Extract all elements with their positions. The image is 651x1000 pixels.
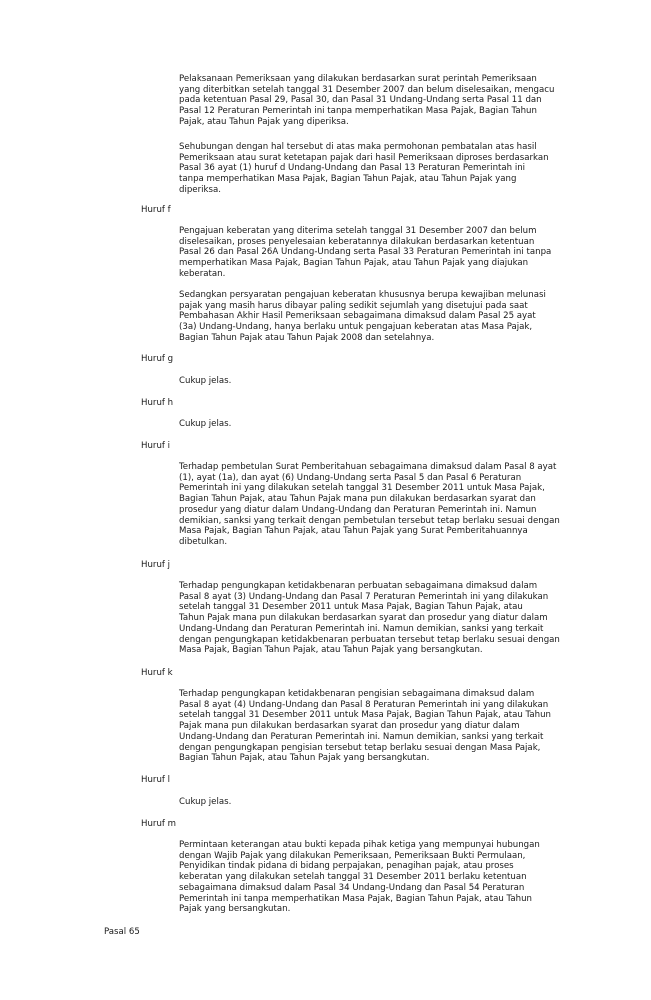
huruf-g-text: Cukup jelas. [179, 376, 232, 386]
heading-huruf-m: Huruf m [141, 819, 177, 829]
text-line: Penyidikan tindak pidana di bidang perpajakan, penagihan pajak, atau proses [179, 861, 514, 872]
text-line: Pemeriksaan atau surat ketetapan pajak dari hasil Pemeriksaan diproses berdasarkan [179, 152, 549, 163]
text-line: diselesaikan, proses penyelesaian keberatannya dilakukan berdasarkan ketentuan [179, 236, 535, 247]
huruf-m-paragraph [179, 840, 577, 915]
text-line: Pasal 12 Peraturan Pemerintah ini tanpa memperhatikan Masa Pajak, Bagian Tahun [179, 106, 537, 117]
text-line: (3a) Undang-Undang, hanya berlaku untuk pengajuan keberatan atas Masa Pajak, [179, 322, 533, 333]
heading-huruf-g: Huruf g [141, 354, 174, 364]
text-line: Pasal 8 ayat (4) Undang-Undang dan Pasal 8 Peraturan Pemerintah ini yang dilakukan [179, 699, 549, 710]
heading-huruf-k: Huruf k [141, 668, 173, 678]
huruf-f-paragraph-1 [179, 226, 577, 280]
heading-huruf-l: Huruf l [141, 775, 171, 785]
huruf-k-paragraph [179, 689, 577, 764]
text-line: keberatan yang dilakukan setelah tanggal 31 Desember 2011 berlaku ketentuan [179, 872, 527, 883]
text-line: Bagian Tahun Pajak, atau Tahun Pajak yang bersangkutan. [179, 753, 430, 764]
text-line: Tahun Pajak mana pun dilakukan berdasarkan syarat dan prosedur yang diatur dalam [179, 613, 548, 624]
huruf-h-text: Cukup jelas. [179, 419, 232, 429]
text-line: demikian, sanksi yang terkait dengan pembetulan tersebut tetap berlaku sesuai dengan [179, 515, 560, 526]
text-line: Pajak, atau Tahun Pajak yang diperiksa. [179, 116, 349, 127]
text-line: Sedangkan persyaratan pengajuan keberatan khususnya berupa kewajiban melunasi [179, 290, 546, 300]
intro-paragraph-1 [179, 74, 577, 128]
heading-huruf-i: Huruf i [141, 441, 171, 451]
text-line: yang diterbitkan setelah tanggal 31 Desember 2007 dan belum diselesaikan, mengacu [179, 84, 555, 95]
text-line: Permintaan keterangan atau bukti kepada pihak ketiga yang mempunyai hubungan [179, 840, 540, 850]
text-line: Bagian Tahun Pajak, atau Tahun Pajak mana pun dilakukan berdasarkan syarat dan [179, 494, 536, 505]
text-line: Pelaksanaan Pemeriksaan yang dilakukan berdasarkan surat perintah Pemeriksaan [179, 74, 537, 84]
text-line: (1), ayat (1a), dan ayat (6) Undang-Undang serta Pasal 5 dan Pasal 6 Peraturan [179, 472, 522, 483]
text-line: Masa Pajak, Bagian Tahun Pajak, atau Tahun Pajak yang bersangkutan. [179, 645, 483, 656]
text-line: Sehubungan dengan hal tersebut di atas maka permohonan pembatalan atas hasil [179, 142, 537, 152]
text-line: dengan Wajib Pajak yang dilakukan Pemeriksaan, Pemeriksaan Bukti Permulaan, [179, 850, 526, 861]
huruf-l-text: Cukup jelas. [179, 797, 232, 807]
text-line: Terhadap pengungkapan ketidakbenaran pengisian sebagaimana dimaksud dalam [179, 689, 535, 699]
text-line: memperhatikan Masa Pajak, Bagian Tahun Pajak, atau Tahun Pajak yang diajukan [179, 258, 529, 269]
text-line: pada ketentuan Pasal 29, Pasal 30, dan Pasal 31 Undang-Undang serta Pasal 11 dan [179, 95, 542, 106]
heading-huruf-f: Huruf f [141, 205, 171, 215]
footer-section-label: Pasal 65 [104, 927, 140, 937]
text-line: Pemerintah ini tanpa memperhatikan Masa Pajak, Bagian Tahun Pajak, atau Tahun [179, 893, 532, 904]
text-line: Undang-Undang dan Peraturan Pemerintah ini. Namun demikian, sanksi yang terkait [179, 623, 544, 634]
text-line: Terhadap pembetulan Surat Pemberitahuan sebagaimana dimaksud dalam Pasal 8 ayat [179, 462, 557, 472]
intro-paragraph-2 [179, 142, 577, 196]
huruf-i-paragraph [179, 462, 577, 548]
text-line: diperiksa. [179, 184, 221, 195]
text-line: setelah tanggal 31 Desember 2011 untuk Masa Pajak, Bagian Tahun Pajak, atau Tahun [179, 710, 551, 721]
text-line: Pajak yang bersangkutan. [179, 904, 291, 915]
huruf-j-paragraph [179, 581, 577, 656]
text-line: Pasal 36 ayat (1) huruf d Undang-Undang dan Pasal 13 Peraturan Pemerintah ini [179, 163, 526, 174]
text-line: Pajak mana pun dilakukan berdasarkan syarat dan prosedur yang diatur dalam [179, 721, 520, 732]
heading-huruf-h: Huruf h [141, 398, 174, 408]
text-line: Pembahasan Akhir Hasil Pemeriksaan sebagaimana dimaksud dalam Pasal 25 ayat [179, 311, 536, 322]
text-line: Undang-Undang dan Peraturan Pemerintah ini. Namun demikian, sanksi yang terkait [179, 731, 544, 742]
text-line: Pemerintah ini yang dilakukan setelah tanggal 31 Desember 2011 untuk Masa Pajak, [179, 483, 545, 494]
huruf-f-paragraph-2 [179, 290, 577, 344]
text-line: prosedur yang diatur dalam Undang-Undang dan Peraturan Pemerintah ini. Namun [179, 504, 537, 515]
text-line: tanpa memperhatikan Masa Pajak, Bagian Tahun Pajak, atau Tahun Pajak yang [179, 174, 517, 185]
text-line: Bagian Tahun Pajak atau Tahun Pajak 2008 dan setelahnya. [179, 332, 435, 343]
text-line: Pengajuan keberatan yang diterima setelah tanggal 31 Desember 2007 dan belum [179, 226, 537, 236]
text-line: keberatan. [179, 268, 226, 279]
heading-huruf-j: Huruf j [141, 560, 171, 570]
text-line: Terhadap pengungkapan ketidakbenaran perbuatan sebagaimana dimaksud dalam [179, 581, 538, 591]
text-line: pajak yang masih harus dibayar paling sedikit sejumlah yang disetujui pada saat [179, 300, 528, 311]
text-line: dengan pengungkapan pengisian tersebut tetap berlaku sesuai dengan Masa Pajak, [179, 742, 541, 753]
text-line: Pasal 8 ayat (3) Undang-Undang dan Pasal 7 Peraturan Pemerintah ini yang dilakukan [179, 591, 549, 602]
text-line: sebagaimana dimaksud dalam Pasal 34 Undang-Undang dan Pasal 54 Peraturan [179, 882, 525, 893]
text-line: Pasal 26 dan Pasal 26A Undang-Undang serta Pasal 33 Peraturan Pemerintah ini tanpa [179, 247, 552, 258]
text-line: Masa Pajak, Bagian Tahun Pajak, atau Tahun Pajak yang Surat Pemberitahuannya [179, 526, 528, 537]
text-line: setelah tanggal 31 Desember 2011 untuk Masa Pajak, Bagian Tahun Pajak, atau [179, 602, 523, 613]
text-line: dengan pengungkapan ketidakbenaran perbuatan tersebut tetap berlaku sesuai dengan [179, 634, 560, 645]
text-line: dibetulkan. [179, 536, 228, 547]
